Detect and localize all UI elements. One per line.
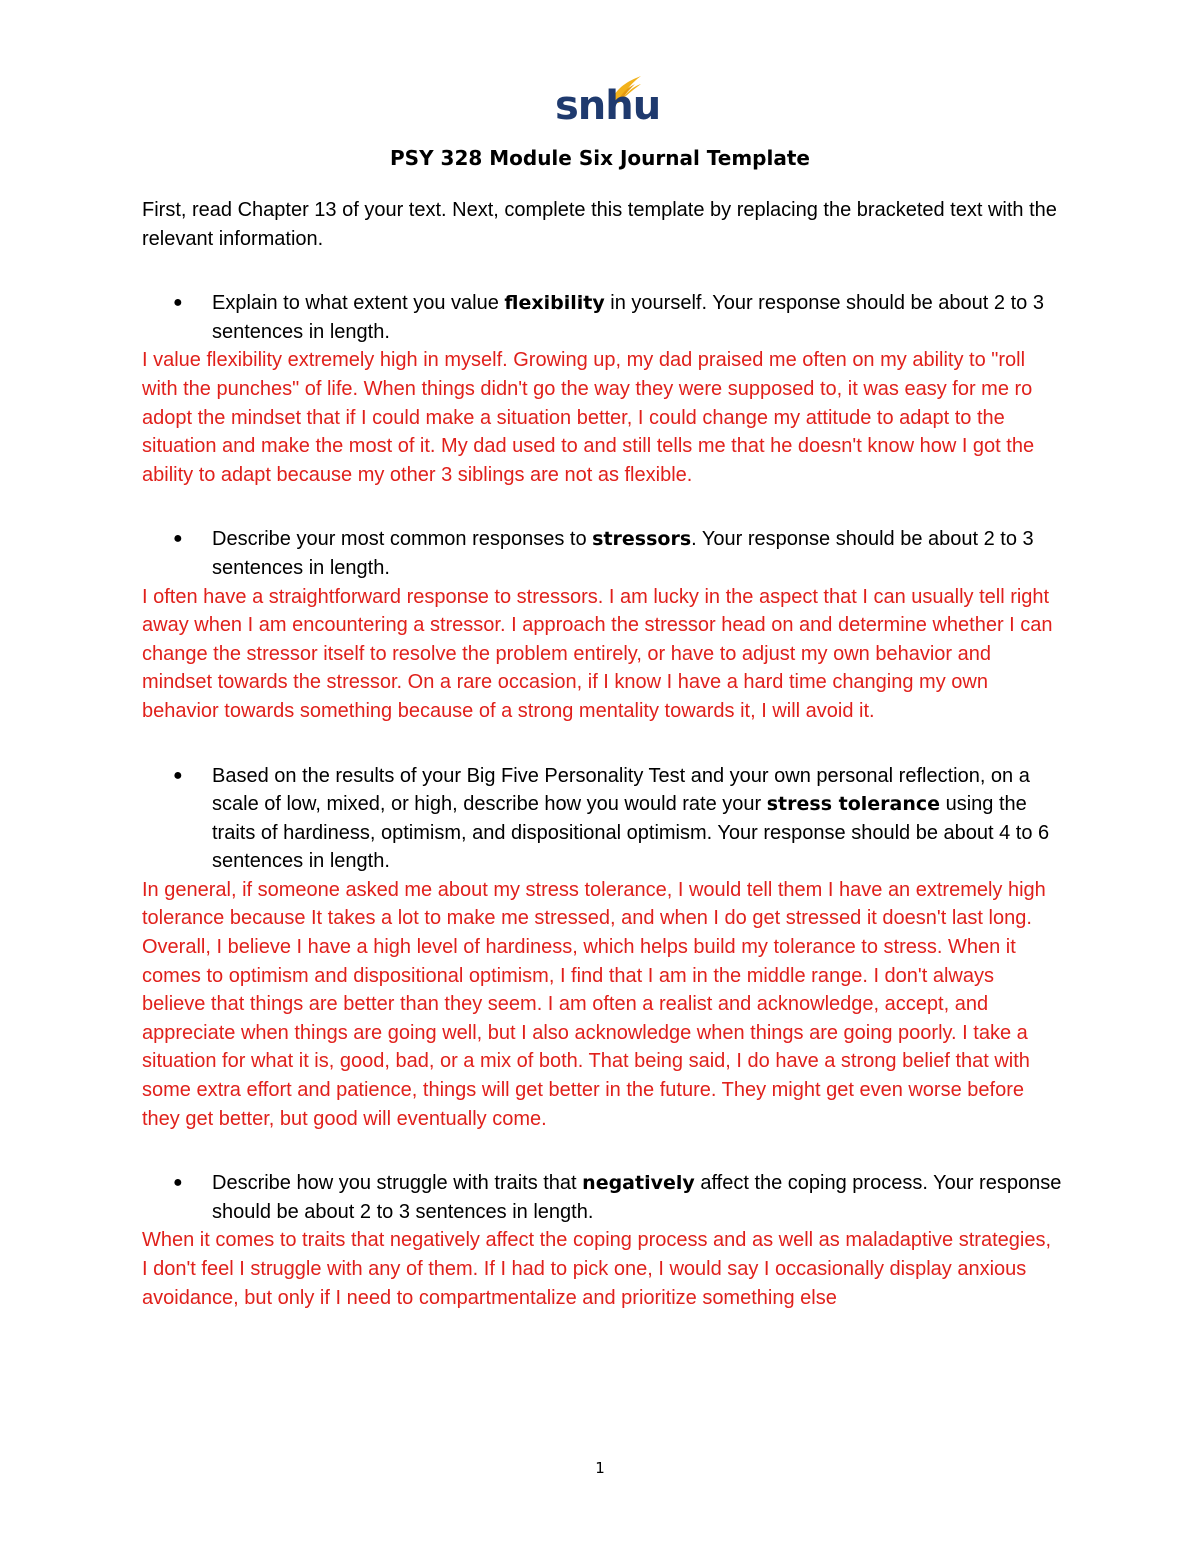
answer-text: When it comes to traits that negatively affect the coping process and as well as maladaptive strategies, I don't feel I struggle with any of them. If I had to pick one, I would say I occasionally display anxious avoidance, but only if I need to compartmentalize and prioritize something else (142, 1229, 1051, 1309)
prompt-keyword: stressors (592, 528, 692, 551)
snhu-logo (555, 72, 661, 134)
journal-item-3 (142, 762, 1062, 1134)
journal-item-1 (142, 289, 1062, 489)
prompt-keyword: stress tolerance (766, 793, 941, 816)
logo-wordmark: snhu (555, 83, 661, 129)
bullet-icon: ● (173, 294, 183, 312)
prompt-text: ● Explain to what extent you value flexibility in yourself. Your response should be about 2 to 3 sentences in length. (142, 289, 1062, 346)
bullet-icon: ● (173, 530, 183, 548)
prompt-keyword: flexibility (504, 292, 605, 315)
answer-text: In general, if someone asked me about my stress tolerance, I would tell them I have an extremely high tolerance because It takes a lot to make me stressed, and when I do get stressed it doesn't last long. Overall, I believe I have a high level of hardiness, which helps build my tolerance to stress. When it comes to optimism and dispositional optimism, I find that I am in the middle range. I don't always believe that things are better than they seem. I am often a realist and acknowledge, accept, and appreciate when things are going well, but I also acknowledge when things are going poorly. I take a situation for what it is, good, bad, or a mix of both. That being said, I do have a strong belief that with some extra effort and patience, things will get better in the future. They might get even worse before they get better, but good will eventually come. (142, 878, 1046, 1130)
prompt-text: ● Based on the results of your Big Five Personality Test and your own personal reflection, on a scale of low, mixed, or high, describe how you would rate your stress tolerance using the traits of hardiness, optimism, and dispositional optimism. Your response should be about 4 to 6 sentences in length. (142, 762, 1062, 876)
document-body (142, 196, 1062, 1348)
prompt-keyword: negatively (582, 1172, 695, 1195)
page-number: 1 (595, 1459, 605, 1477)
prompt-text: ● Describe your most common responses to stressors. Your response should be about 2 to 3 sentences in length. (142, 525, 1062, 582)
prompt-text: ● Describe how you struggle with traits that negatively affect the coping process. Your response should be about 2 to 3 sentences in length. (142, 1169, 1062, 1226)
answer-text: I often have a straightforward response to stressors. I am lucky in the aspect that I can usually tell right away when I am encountering a stressor. I approach the stressor head on and determine whether I can change the stressor itself to resolve the problem entirely, or have to adjust my own behavior and mindset towards the stressor. On a rare occasion, if I know I have a hard time changing my own behavior towards something because of a strong mentality towards it, I will avoid it. (142, 585, 1053, 722)
answer-text: I value flexibility extremely high in myself. Growing up, my dad praised me often on my ability to "roll with the punches" of life. When things didn't go the way they were supposed to, it was easy for me ro adopt the mindset that if I could make a situation better, I could change my attitude to adapt to the situation and make the most of it. My dad used to and still tells me that he doesn't know how I got the ability to adapt because my other 3 siblings are not as flexible. (142, 349, 1035, 486)
journal-item-4 (142, 1169, 1062, 1312)
bullet-icon: ● (173, 766, 183, 784)
document-title: PSY 328 Module Six Journal Template (390, 146, 810, 170)
intro-paragraph: First, read Chapter 13 of your text. Next, complete this template by replacing the bracketed text with the relevant information. (142, 199, 1057, 250)
bullet-icon: ● (173, 1174, 183, 1192)
journal-item-2 (142, 525, 1062, 725)
